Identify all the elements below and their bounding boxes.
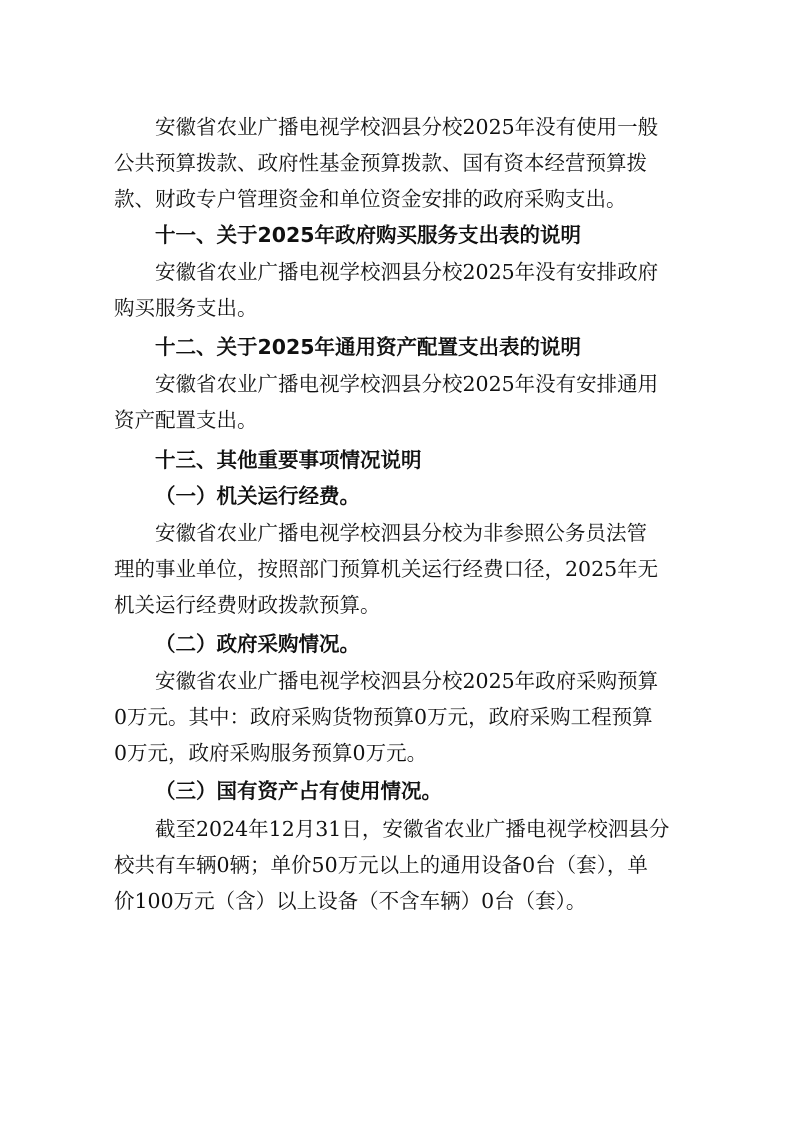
subheading-text: （三）国有资产占有使用情况。: [155, 779, 442, 803]
heading-text: 十二、关于2025年通用资产配置支出表的说明: [155, 335, 582, 359]
paragraph-line: [0, 666, 793, 696]
heading-text: 十三、其他重要事项情况说明: [155, 448, 422, 472]
paragraph-line: [0, 112, 793, 142]
body-text: 0万元。其中：政府采购货物预算0万元，政府采购工程预算: [114, 705, 653, 729]
paragraph-line: [0, 405, 793, 435]
paragraph-line: [0, 148, 793, 178]
paragraph-line: [0, 184, 793, 214]
paragraph-line: [0, 293, 793, 323]
paragraph-line: [0, 369, 793, 399]
body-text: 购买服务支出。: [114, 296, 258, 320]
body-text: 截至2024年12月31日，安徽省农业广播电视学校泗县分: [155, 817, 670, 841]
subheading-text: （一）机关运行经费。: [155, 484, 360, 508]
body-text: 安徽省农业广播电视学校泗县分校为非参照公务员法管: [155, 521, 647, 545]
section-heading-11: [0, 220, 793, 250]
body-text: 价100万元（含）以上设备（不含车辆）0台（套）。: [114, 889, 587, 913]
subsection-heading-1: [0, 481, 793, 511]
body-text: 安徽省农业广播电视学校泗县分校2025年没有安排政府: [155, 260, 659, 284]
body-text: 安徽省农业广播电视学校泗县分校2025年政府采购预算: [155, 669, 659, 693]
section-heading-12: [0, 332, 793, 362]
paragraph-line: [0, 886, 793, 916]
paragraph-line: [0, 257, 793, 287]
body-text: 0万元，政府采购服务预算0万元。: [114, 741, 428, 765]
body-text: 安徽省农业广播电视学校泗县分校2025年没有安排通用: [155, 372, 659, 396]
body-text: 机关运行经费财政拨款预算。: [114, 593, 381, 617]
heading-text: 十一、关于2025年政府购买服务支出表的说明: [155, 223, 582, 247]
paragraph-line: [0, 554, 793, 584]
paragraph-line: [0, 850, 793, 880]
paragraph-line: [0, 518, 793, 548]
paragraph-line: [0, 738, 793, 768]
body-text: 公共预算拨款、政府性基金预算拨款、国有资本经营预算拨: [114, 151, 647, 175]
paragraph-line: [0, 702, 793, 732]
subsection-heading-2: [0, 629, 793, 659]
subheading-text: （二）政府采购情况。: [155, 632, 360, 656]
body-text: 资产配置支出。: [114, 408, 258, 432]
section-heading-13: [0, 445, 793, 475]
body-text: 款、财政专户管理资金和单位资金安排的政府采购支出。: [114, 187, 627, 211]
body-text: 安徽省农业广播电视学校泗县分校2025年没有使用一般: [155, 115, 659, 139]
body-text: 理的事业单位，按照部门预算机关运行经费口径，2025年无: [114, 557, 659, 581]
paragraph-line: [0, 590, 793, 620]
subsection-heading-3: [0, 776, 793, 806]
body-text: 校共有车辆0辆；单价50万元以上的通用设备0台（套），单: [114, 853, 648, 877]
paragraph-line: [0, 814, 793, 844]
